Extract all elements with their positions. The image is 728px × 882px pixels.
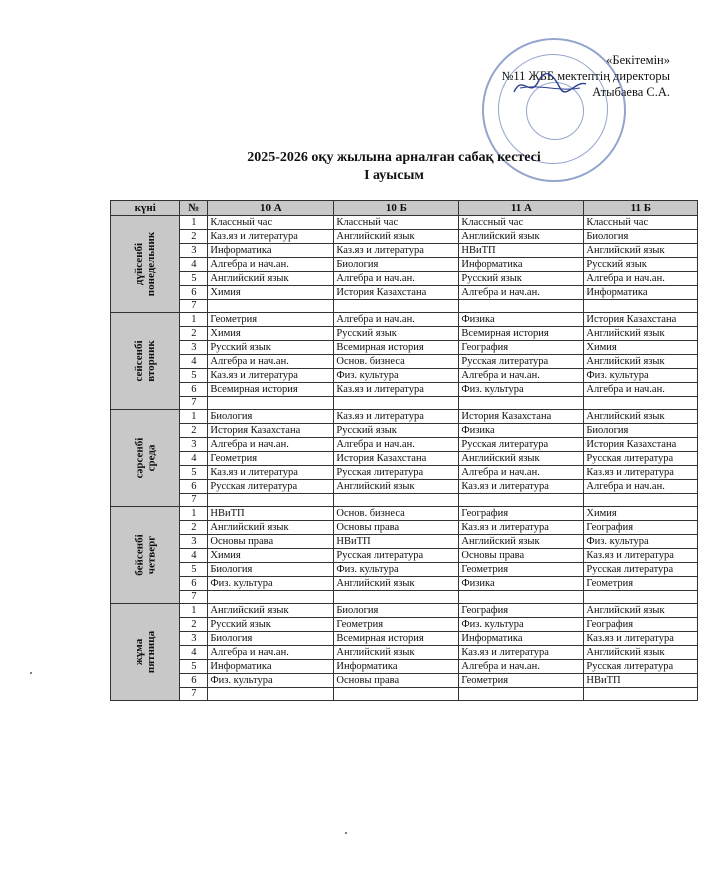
subject-cell: Физика	[459, 424, 584, 438]
approval-line-1: «Бекітемін»	[606, 53, 670, 67]
subject-cell: Биология	[334, 258, 459, 272]
subject-cell: Каз.яз и литература	[208, 230, 334, 244]
table-row	[111, 632, 698, 646]
subject-cell: Информатика	[584, 286, 698, 300]
subject-cell: Информатика	[208, 660, 334, 674]
subject-cell: Биология	[208, 632, 334, 646]
subject-cell: Всемирная история	[334, 632, 459, 646]
subject-cell: Каз.яз и литература	[584, 549, 698, 563]
day-name-kazakh: бейсенбі	[133, 533, 146, 576]
header-class-10b: 10 Б	[334, 201, 459, 216]
subject-cell: Основы права	[334, 674, 459, 688]
table-header-row	[111, 201, 698, 216]
subject-cell: Русская литература	[459, 355, 584, 369]
approval-line-2: №11 ЖББ мектептің директоры	[501, 69, 670, 83]
subject-cell: Химия	[208, 549, 334, 563]
lesson-number: 7	[180, 300, 208, 313]
subject-cell: Каз.яз и литература	[334, 410, 459, 424]
subject-cell	[334, 300, 459, 313]
subject-cell: Физ. культура	[334, 369, 459, 383]
lesson-number: 1	[180, 216, 208, 230]
day-name-russian: среда	[145, 444, 158, 471]
table-row	[111, 369, 698, 383]
header-number: №	[180, 201, 208, 216]
lesson-number: 7	[180, 494, 208, 507]
subject-cell: Информатика	[208, 244, 334, 258]
lesson-number: 2	[180, 521, 208, 535]
subject-cell: Информатика	[334, 660, 459, 674]
subject-cell: Английский язык	[584, 604, 698, 618]
header-class-10a: 10 А	[208, 201, 334, 216]
subject-cell: Английский язык	[334, 230, 459, 244]
subject-cell: Русский язык	[208, 341, 334, 355]
subject-cell: Классный час	[334, 216, 459, 230]
subject-cell: Всемирная история	[208, 383, 334, 397]
subject-cell: Английский язык	[584, 646, 698, 660]
subject-cell: Русский язык	[584, 258, 698, 272]
subject-cell: История Казахстана	[208, 424, 334, 438]
lesson-number: 4	[180, 355, 208, 369]
subject-cell	[208, 494, 334, 507]
subject-cell: Физ. культура	[584, 535, 698, 549]
subject-cell: Химия	[208, 327, 334, 341]
lesson-number: 6	[180, 577, 208, 591]
subject-cell: НВиТП	[584, 674, 698, 688]
subject-cell: Английский язык	[208, 272, 334, 286]
subject-cell: География	[459, 507, 584, 521]
subject-cell: Геометрия	[459, 674, 584, 688]
day-name-kazakh: дүйсенбі	[133, 242, 146, 285]
subject-cell: Английский язык	[334, 577, 459, 591]
lesson-number: 2	[180, 618, 208, 632]
subject-cell: Алгебра и нач.ан.	[459, 286, 584, 300]
subject-cell	[584, 494, 698, 507]
subject-cell: Английский язык	[208, 604, 334, 618]
subject-cell: Основы права	[459, 549, 584, 563]
table-row	[111, 494, 698, 507]
subject-cell: НВиТП	[459, 244, 584, 258]
subject-cell: Русская литература	[584, 660, 698, 674]
subject-cell: Русская литература	[584, 563, 698, 577]
table-row	[111, 466, 698, 480]
director-signature	[510, 70, 590, 100]
subject-cell: Алгебра и нач.ан.	[459, 466, 584, 480]
subject-cell	[459, 397, 584, 410]
subject-cell: Алгебра и нач.ан.	[584, 383, 698, 397]
table-row	[111, 258, 698, 272]
day-name-russian: пятница	[145, 630, 158, 673]
table-row	[111, 521, 698, 535]
table-row	[111, 604, 698, 618]
day-name-kazakh: сәрсенбі	[133, 437, 146, 478]
scan-speck	[345, 832, 347, 834]
day-cell	[111, 507, 180, 604]
day-cell	[111, 410, 180, 507]
header-class-11a: 11 А	[459, 201, 584, 216]
table-row	[111, 646, 698, 660]
lesson-number: 6	[180, 286, 208, 300]
subject-cell: География	[459, 341, 584, 355]
subject-cell: Информатика	[459, 258, 584, 272]
subject-cell: Английский язык	[584, 410, 698, 424]
table-row	[111, 688, 698, 701]
lesson-number: 3	[180, 244, 208, 258]
table-row	[111, 244, 698, 258]
table-row	[111, 341, 698, 355]
subject-cell: География	[584, 618, 698, 632]
subject-cell	[208, 591, 334, 604]
subject-cell: НВиТП	[334, 535, 459, 549]
day-label	[133, 630, 157, 672]
subject-cell: Английский язык	[584, 355, 698, 369]
subject-cell: Русская литература	[459, 438, 584, 452]
subject-cell: История Казахстана	[334, 286, 459, 300]
subject-cell: Биология	[584, 230, 698, 244]
subject-cell: Биология	[208, 563, 334, 577]
subject-cell: Биология	[584, 424, 698, 438]
lesson-number: 5	[180, 563, 208, 577]
table-row	[111, 216, 698, 230]
subject-cell	[459, 688, 584, 701]
subject-cell: Алгебра и нач.ан.	[459, 369, 584, 383]
subject-cell	[459, 591, 584, 604]
subject-cell: Информатика	[459, 632, 584, 646]
lesson-number: 1	[180, 507, 208, 521]
table-row	[111, 577, 698, 591]
subject-cell: Русский язык	[334, 424, 459, 438]
subject-cell: Английский язык	[459, 535, 584, 549]
day-name-kazakh: жұма	[133, 638, 146, 665]
lesson-number: 1	[180, 604, 208, 618]
subject-cell: Всемирная история	[334, 341, 459, 355]
subject-cell: Химия	[208, 286, 334, 300]
subject-cell: Алгебра и нач.ан.	[208, 258, 334, 272]
subject-cell: Алгебра и нач.ан.	[334, 438, 459, 452]
lesson-number: 4	[180, 258, 208, 272]
table-row	[111, 674, 698, 688]
subject-cell: Каз.яз и литература	[208, 466, 334, 480]
subject-cell: Русский язык	[208, 618, 334, 632]
table-row	[111, 660, 698, 674]
schedule-table	[110, 200, 698, 701]
approval-line-3: Атыбаева С.А.	[592, 85, 670, 99]
subject-cell: Геометрия	[334, 618, 459, 632]
day-label	[133, 437, 157, 478]
subject-cell	[208, 688, 334, 701]
subject-cell: Русская литература	[584, 452, 698, 466]
day-label	[133, 231, 157, 295]
table-row	[111, 438, 698, 452]
subject-cell: Русская литература	[334, 549, 459, 563]
subject-cell: Алгебра и нач.ан.	[334, 313, 459, 327]
subject-cell: Алгебра и нач.ан.	[584, 272, 698, 286]
table-row	[111, 591, 698, 604]
subject-cell: Алгебра и нач.ан.	[459, 660, 584, 674]
lesson-number: 2	[180, 230, 208, 244]
subject-cell	[459, 494, 584, 507]
subject-cell: Английский язык	[208, 521, 334, 535]
subject-cell: Геометрия	[208, 452, 334, 466]
lesson-number: 5	[180, 272, 208, 286]
subject-cell	[584, 300, 698, 313]
table-row	[111, 424, 698, 438]
subject-cell: Русский язык	[459, 272, 584, 286]
subject-cell: Русская литература	[334, 466, 459, 480]
table-row	[111, 535, 698, 549]
subject-cell: Английский язык	[334, 480, 459, 494]
subject-cell: География	[459, 604, 584, 618]
lesson-number: 5	[180, 466, 208, 480]
subject-cell: Физ. культура	[334, 563, 459, 577]
subject-cell: Физ. культура	[459, 618, 584, 632]
schedule-body	[111, 216, 698, 701]
subject-cell: Биология	[208, 410, 334, 424]
subject-cell: Физика	[459, 313, 584, 327]
day-cell	[111, 604, 180, 701]
subject-cell: Физ. культура	[208, 674, 334, 688]
day-name-kazakh: сейсенбі	[133, 339, 146, 382]
subject-cell: Биология	[334, 604, 459, 618]
subject-cell: Физ. культура	[584, 369, 698, 383]
subject-cell: Геометрия	[208, 313, 334, 327]
table-row	[111, 230, 698, 244]
subject-cell: Геометрия	[459, 563, 584, 577]
subject-cell	[208, 300, 334, 313]
subject-cell: Английский язык	[584, 327, 698, 341]
shift-subtitle: І ауысым	[364, 168, 424, 183]
subject-cell	[334, 397, 459, 410]
table-row	[111, 272, 698, 286]
subject-cell: Каз.яз и литература	[459, 646, 584, 660]
lesson-number: 1	[180, 313, 208, 327]
lesson-number: 6	[180, 383, 208, 397]
lesson-number: 2	[180, 424, 208, 438]
table-row	[111, 452, 698, 466]
subject-cell: Основы права	[334, 521, 459, 535]
subject-cell: Алгебра и нач.ан.	[334, 272, 459, 286]
subject-cell: Алгебра и нач.ан.	[584, 480, 698, 494]
subject-cell: История Казахстана	[459, 410, 584, 424]
header-day: күні	[111, 201, 180, 216]
day-name-russian: четверг	[145, 535, 158, 574]
lesson-number: 6	[180, 480, 208, 494]
table-row	[111, 549, 698, 563]
subject-cell: Каз.яз и литература	[459, 521, 584, 535]
day-cell	[111, 313, 180, 410]
lesson-number: 7	[180, 397, 208, 410]
subject-cell: Геометрия	[584, 577, 698, 591]
subject-cell: Основ. бизнеса	[334, 355, 459, 369]
lesson-number: 3	[180, 438, 208, 452]
subject-cell: НВиТП	[208, 507, 334, 521]
schedule-title: 2025-2026 оқу жылына арналған сабақ кестесі	[247, 150, 541, 165]
subject-cell: Классный час	[584, 216, 698, 230]
lesson-number: 1	[180, 410, 208, 424]
subject-cell: Химия	[584, 341, 698, 355]
lesson-number: 4	[180, 646, 208, 660]
lesson-number: 3	[180, 341, 208, 355]
lesson-number: 5	[180, 369, 208, 383]
subject-cell: География	[584, 521, 698, 535]
day-label	[133, 340, 157, 382]
subject-cell: Английский язык	[459, 452, 584, 466]
subject-cell	[208, 397, 334, 410]
lesson-number: 6	[180, 674, 208, 688]
subject-cell: История Казахстана	[584, 313, 698, 327]
subject-cell: Русский язык	[334, 327, 459, 341]
table-row	[111, 480, 698, 494]
subject-cell: Физика	[459, 577, 584, 591]
table-row	[111, 286, 698, 300]
subject-cell	[584, 397, 698, 410]
header-class-11b: 11 Б	[584, 201, 698, 216]
subject-cell: Алгебра и нач.ан.	[208, 646, 334, 660]
subject-cell: Алгебра и нач.ан.	[208, 438, 334, 452]
table-row	[111, 313, 698, 327]
subject-cell: Английский язык	[334, 646, 459, 660]
subject-cell: Основы права	[208, 535, 334, 549]
table-row	[111, 327, 698, 341]
subject-cell: Каз.яз и литература	[334, 383, 459, 397]
table-row	[111, 618, 698, 632]
subject-cell	[334, 494, 459, 507]
subject-cell: Английский язык	[459, 230, 584, 244]
subject-cell	[584, 688, 698, 701]
table-row	[111, 563, 698, 577]
subject-cell: Всемирная история	[459, 327, 584, 341]
subject-cell	[459, 300, 584, 313]
subject-cell: Классный час	[459, 216, 584, 230]
scan-speck	[30, 672, 32, 674]
subject-cell	[334, 591, 459, 604]
subject-cell: Алгебра и нач.ан.	[208, 355, 334, 369]
subject-cell: Каз.яз и литература	[584, 466, 698, 480]
subject-cell	[584, 591, 698, 604]
table-row	[111, 397, 698, 410]
table-row	[111, 383, 698, 397]
lesson-number: 4	[180, 549, 208, 563]
table-row	[111, 300, 698, 313]
subject-cell: Химия	[584, 507, 698, 521]
lesson-number: 5	[180, 660, 208, 674]
subject-cell: Основ. бизнеса	[334, 507, 459, 521]
lesson-number: 4	[180, 452, 208, 466]
lesson-number: 7	[180, 591, 208, 604]
subject-cell: Каз.яз и литература	[208, 369, 334, 383]
day-cell	[111, 216, 180, 313]
day-name-russian: понедельник	[145, 231, 158, 296]
subject-cell: Классный час	[208, 216, 334, 230]
subject-cell: История Казахстана	[334, 452, 459, 466]
day-label	[133, 534, 157, 575]
subject-cell: Физ. культура	[459, 383, 584, 397]
subject-cell: Английский язык	[584, 244, 698, 258]
lesson-number: 3	[180, 632, 208, 646]
lesson-number: 2	[180, 327, 208, 341]
subject-cell: Физ. культура	[208, 577, 334, 591]
lesson-number: 7	[180, 688, 208, 701]
subject-cell: История Казахстана	[584, 438, 698, 452]
table-row	[111, 355, 698, 369]
day-name-russian: вторник	[145, 339, 158, 382]
subject-cell: Каз.яз и литература	[584, 632, 698, 646]
table-row	[111, 410, 698, 424]
subject-cell: Русская литература	[208, 480, 334, 494]
lesson-number: 3	[180, 535, 208, 549]
table-row	[111, 507, 698, 521]
subject-cell: Каз.яз и литература	[334, 244, 459, 258]
subject-cell	[334, 688, 459, 701]
subject-cell: Каз.яз и литература	[459, 480, 584, 494]
